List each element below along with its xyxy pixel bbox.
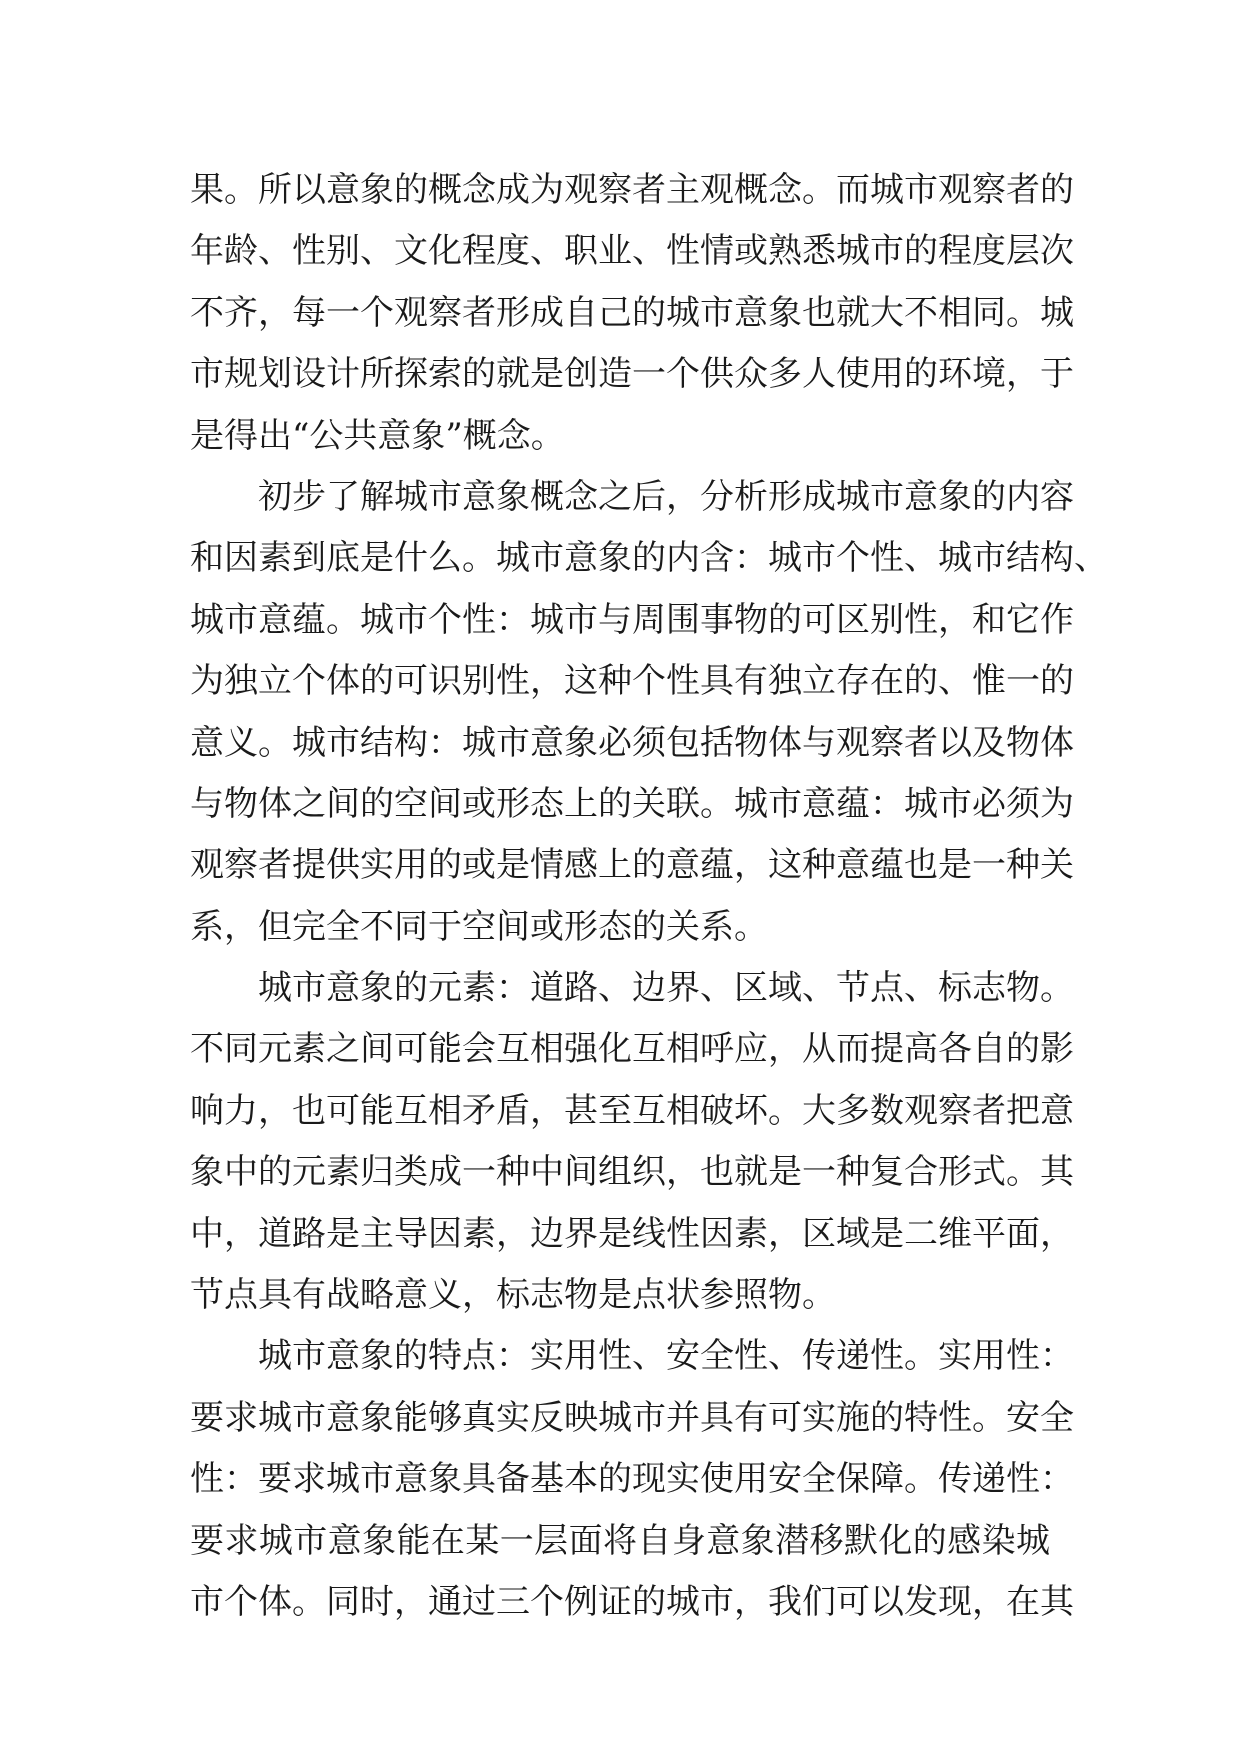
paragraph-line: 城市意象的特点：实用性、安全性、传递性。实用性： [258, 1336, 1074, 1377]
paragraph-line: 不齐，每一个观察者形成自己的城市意象也就大不相同。城 [190, 292, 1074, 333]
paragraph-line: 要求城市意象能在某一层面将自身意象潜移默化的感染城 [190, 1520, 1050, 1561]
paragraph-line: 象中的元素归类成一种中间组织，也就是一种复合形式。其 [190, 1152, 1074, 1193]
paragraph-1 [190, 160, 1074, 467]
paragraph-line: 中，道路是主导因素，边界是线性因素，区域是二维平面， [190, 1213, 1074, 1254]
paragraph-line: 系，但完全不同于空间或形态的关系。 [190, 906, 768, 947]
document-body [190, 160, 1108, 1633]
paragraph-line: 响力，也可能互相矛盾，甚至互相破坏。大多数观察者把意 [190, 1090, 1074, 1131]
paragraph-line: 不同元素之间可能会互相强化互相呼应，从而提高各自的影 [190, 1029, 1074, 1070]
paragraph-line: 意义。城市结构：城市意象必须包括物体与观察者以及物体 [190, 722, 1074, 763]
paragraph-line: 观察者提供实用的或是情感上的意蕴，这种意蕴也是一种关 [190, 845, 1074, 886]
paragraph-line: 城市意象的元素：道路、边界、区域、节点、标志物。 [258, 968, 1074, 1009]
paragraph-line: 是得出“公共意象”概念。 [190, 415, 565, 456]
paragraph-line: 节点具有战略意义，标志物是点状参照物。 [190, 1275, 836, 1316]
paragraph-line: 性：要求城市意象具备基本的现实使用安全保障。传递性： [190, 1459, 1074, 1500]
paragraph-line: 年龄、性别、文化程度、职业、性情或熟悉城市的程度层次 [190, 231, 1074, 272]
paragraph-line: 与物体之间的空间或形态上的关联。城市意蕴：城市必须为 [190, 783, 1074, 824]
paragraph-2 [190, 467, 1108, 958]
paragraph-line: 为独立个体的可识别性，这种个性具有独立存在的、惟一的 [190, 661, 1074, 702]
paragraph-line: 要求城市意象能够真实反映城市并具有可实施的特性。安全 [190, 1397, 1074, 1438]
paragraph-line: 市个体。同时，通过三个例证的城市，我们可以发现，在其 [190, 1581, 1074, 1622]
paragraph-4 [190, 1326, 1074, 1633]
paragraph-line: 初步了解城市意象概念之后，分析形成城市意象的内容 [258, 476, 1074, 517]
paragraph-line: 果。所以意象的概念成为观察者主观概念。而城市观察者的 [190, 170, 1074, 210]
paragraph-line: 和因素到底是什么。城市意象的内含：城市个性、城市结构、 [190, 538, 1108, 579]
paragraph-3 [190, 958, 1074, 1326]
paragraph-line: 城市意蕴。城市个性：城市与周围事物的可区别性，和它作 [190, 599, 1074, 640]
paragraph-line: 市规划设计所探索的就是创造一个供众多人使用的环境，于 [190, 354, 1074, 395]
